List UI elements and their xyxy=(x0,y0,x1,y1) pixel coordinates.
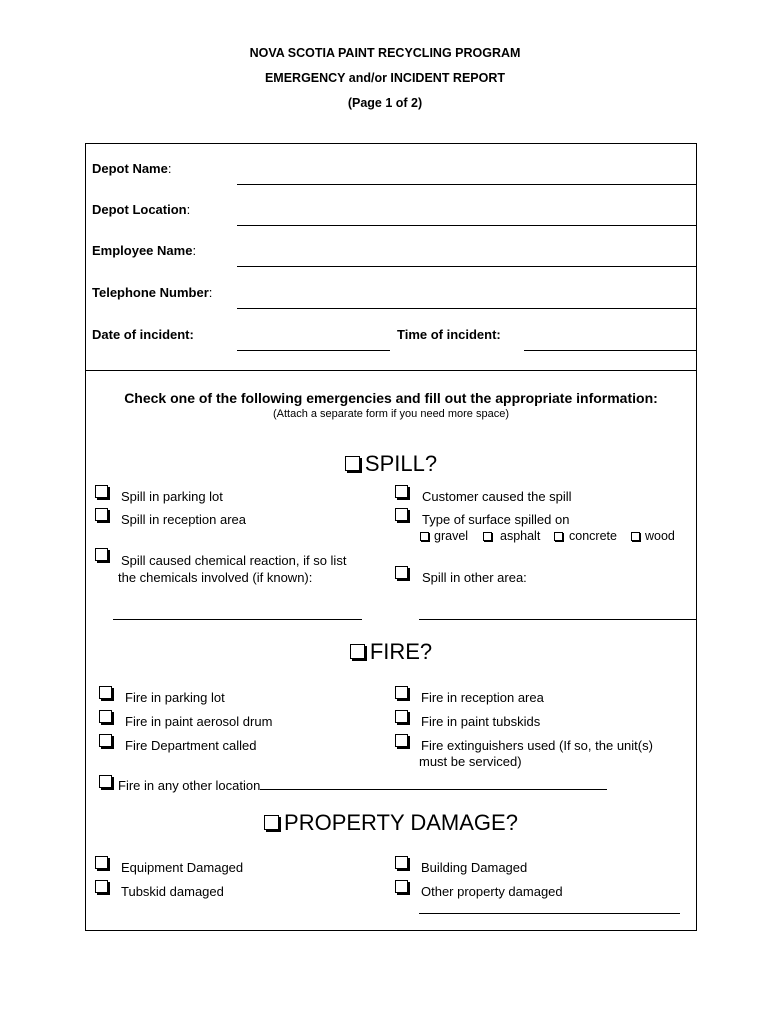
concrete-label: concrete xyxy=(569,529,617,543)
depot-location-field[interactable] xyxy=(237,225,696,226)
surface-type-checkbox[interactable] xyxy=(395,508,408,521)
spill-parking-lot-checkbox[interactable] xyxy=(95,485,108,498)
spill-other-area-checkbox[interactable] xyxy=(395,566,408,579)
fire-department-label: Fire Department called xyxy=(125,738,257,753)
employee-name-label: Employee Name: xyxy=(92,243,197,258)
property-damage-checkbox[interactable] xyxy=(264,815,279,830)
wood-checkbox[interactable] xyxy=(631,532,640,541)
surface-type-label: Type of surface spilled on xyxy=(422,512,570,527)
concrete-checkbox[interactable] xyxy=(554,532,563,541)
gravel-label: gravel xyxy=(434,529,469,543)
spill-chemical-label-2: the chemicals involved (if known): xyxy=(118,570,313,585)
spill-chemical-checkbox[interactable] xyxy=(95,548,108,561)
fire-section-heading: FIRE? xyxy=(86,639,696,665)
spill-reception-checkbox[interactable] xyxy=(95,508,108,521)
fire-extinguishers-label: Fire extinguishers used (If so, the unit(s) xyxy=(421,738,653,753)
fire-aerosol-label: Fire in paint aerosol drum xyxy=(125,714,273,729)
other-property-field[interactable] xyxy=(419,913,680,914)
property-damage-section-heading: PROPERTY DAMAGE? xyxy=(86,810,696,836)
spill-other-area-label: Spill in other area: xyxy=(422,570,527,585)
customer-caused-checkbox[interactable] xyxy=(395,485,408,498)
fire-other-location-checkbox[interactable] xyxy=(99,775,112,788)
form-subtitle: EMERGENCY and/or INCIDENT REPORT xyxy=(264,71,506,85)
fire-checkbox[interactable] xyxy=(350,644,365,659)
employee-name-field[interactable] xyxy=(237,266,696,267)
time-label: Time of incident: xyxy=(397,327,501,342)
telephone-field[interactable] xyxy=(237,308,696,309)
gravel-checkbox[interactable] xyxy=(420,532,429,541)
fire-tubskids-checkbox[interactable] xyxy=(395,710,408,723)
depot-name-field[interactable] xyxy=(237,184,696,185)
depot-name-label: Depot Name: xyxy=(92,161,172,176)
fire-parking-lot-checkbox[interactable] xyxy=(99,686,112,699)
customer-caused-label: Customer caused the spill xyxy=(422,489,572,504)
spill-parking-lot-label: Spill in parking lot xyxy=(121,489,223,504)
fire-reception-checkbox[interactable] xyxy=(395,686,408,699)
asphalt-label: asphalt xyxy=(500,529,541,543)
chemicals-field[interactable] xyxy=(113,619,362,620)
form-title: NOVA SCOTIA PAINT RECYCLING PROGRAM xyxy=(249,46,521,60)
spill-chemical-label: Spill caused chemical reaction, if so list xyxy=(121,553,347,568)
fire-extinguishers-label-2: must be serviced) xyxy=(419,754,522,769)
instructions-note: (Attach a separate form if you need more space) xyxy=(272,408,509,420)
spill-reception-label: Spill in reception area xyxy=(121,512,247,527)
date-label: Date of incident: xyxy=(92,327,194,342)
other-area-field[interactable] xyxy=(419,619,696,620)
fire-tubskids-label: Fire in paint tubskids xyxy=(421,714,541,729)
equipment-damaged-checkbox[interactable] xyxy=(95,856,108,869)
building-damaged-label: Building Damaged xyxy=(421,860,528,875)
fire-extinguishers-checkbox[interactable] xyxy=(395,734,408,747)
tubskid-damaged-checkbox[interactable] xyxy=(95,880,108,893)
fire-other-location-field[interactable] xyxy=(260,789,607,790)
other-property-damaged-checkbox[interactable] xyxy=(395,880,408,893)
fire-other-location-label: Fire in any other location xyxy=(118,778,607,793)
section-divider xyxy=(85,370,697,371)
building-damaged-checkbox[interactable] xyxy=(395,856,408,869)
depot-location-label: Depot Location: xyxy=(92,202,191,217)
tubskid-damaged-label: Tubskid damaged xyxy=(121,884,224,899)
fire-reception-label: Fire in reception area xyxy=(421,690,544,705)
other-property-damaged-label: Other property damaged xyxy=(421,884,563,899)
wood-label: wood xyxy=(645,529,675,543)
fire-parking-lot-label: Fire in parking lot xyxy=(125,690,225,705)
time-field[interactable] xyxy=(524,350,696,351)
page-indicator: (Page 1 of 2) xyxy=(347,96,423,110)
telephone-label: Telephone Number: xyxy=(92,285,213,300)
equipment-damaged-label: Equipment Damaged xyxy=(121,860,244,875)
asphalt-checkbox[interactable] xyxy=(483,532,492,541)
instructions: Check one of the following emergencies and fill out the appropriate information: xyxy=(124,390,658,406)
date-field[interactable] xyxy=(237,350,390,351)
spill-section-heading: SPILL? xyxy=(86,451,696,477)
fire-aerosol-checkbox[interactable] xyxy=(99,710,112,723)
fire-department-checkbox[interactable] xyxy=(99,734,112,747)
spill-checkbox[interactable] xyxy=(345,456,360,471)
